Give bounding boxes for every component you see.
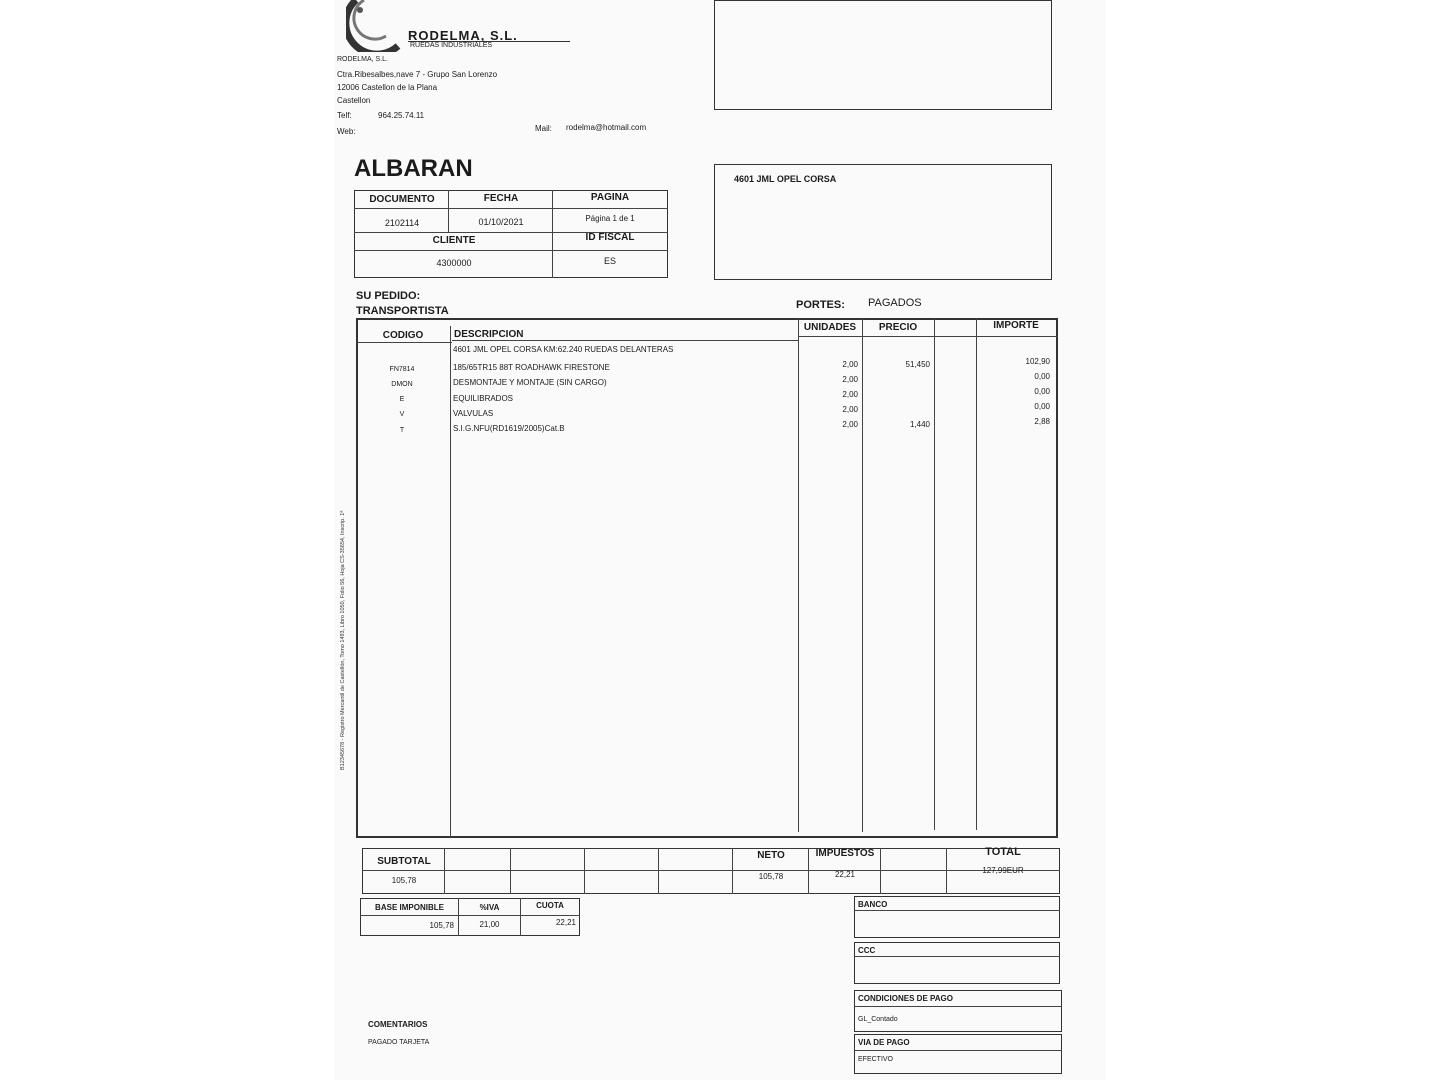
comentarios-label: COMENTARIOS	[368, 1020, 428, 1029]
lines-title-row: 4601 JML OPEL CORSA KM:62.240 RUEDAS DELANTERAS	[453, 345, 674, 354]
comentarios-value: PAGADO TARJETA	[368, 1039, 430, 1046]
line-importe: 0,00	[1034, 387, 1050, 396]
line-codigo: E	[399, 396, 405, 403]
totals-table-divider	[732, 848, 733, 894]
lines-table-col-divider	[862, 318, 863, 832]
ccc-box-divider	[854, 956, 1060, 957]
impuestos-label: IMPUESTOS	[815, 848, 875, 859]
line-unidades: 2,00	[842, 390, 858, 399]
line-precio: 1,440	[909, 420, 930, 429]
totals-table-divider	[584, 848, 585, 894]
base-imponible-label: BASE IMPONIBLE	[375, 903, 444, 912]
pagina-value: Página 1 de 1	[585, 214, 635, 223]
banco-box-divider	[854, 910, 1060, 911]
lines-table-header-divider	[452, 340, 798, 341]
lines-table-col-divider	[450, 326, 451, 838]
totals-table-divider	[808, 848, 809, 894]
line-descripcion: S.I.G.NFU(RD1619/2005)Cat.B	[453, 424, 565, 433]
line-codigo: FN7814	[389, 366, 415, 373]
via-pago-box-divider	[854, 1050, 1062, 1051]
line-descripcion: EQUILIBRADOS	[453, 394, 514, 403]
address-box-top	[714, 0, 1052, 110]
cuota-value: 22,21	[555, 918, 576, 927]
header-table-divider	[552, 190, 553, 278]
subtotal-label: SUBTOTAL	[377, 856, 431, 867]
ccc-label: CCC	[858, 946, 876, 955]
fecha-value: 01/10/2021	[478, 217, 524, 227]
condiciones-value: GL_Contado	[858, 1016, 898, 1023]
company-logo-icon	[346, 0, 406, 52]
subtotal-value: 105,78	[391, 876, 417, 885]
document-title: ALBARAN	[354, 155, 473, 182]
line-unidades: 2,00	[842, 405, 858, 414]
line-unidades: 2,00	[842, 420, 858, 429]
line-codigo: T	[399, 427, 405, 434]
lines-table-col-divider	[976, 318, 977, 830]
tax-table-divider	[360, 915, 580, 916]
condiciones-box-divider	[854, 1006, 1062, 1007]
line-descripcion: VALVULAS	[453, 409, 494, 418]
cliente-value: 4300000	[436, 258, 472, 268]
cuota-label: CUOTA	[536, 901, 564, 910]
company-tel-value: 964.25.74.11	[378, 111, 425, 120]
line-unidades: 2,00	[842, 360, 858, 369]
company-mail-value: rodelma@hotmail.com	[566, 123, 647, 132]
line-codigo: DMON	[391, 381, 413, 388]
header-table-divider	[354, 250, 668, 251]
company-address-line3: Castellon	[337, 96, 371, 105]
company-address-line1: Ctra.Ribesalbes,nave 7 - Grupo San Lorenzo	[337, 70, 498, 79]
iva-label: %IVA	[479, 903, 500, 912]
portes-value: PAGADOS	[868, 297, 922, 309]
col-precio-header: PRECIO	[878, 322, 918, 333]
fecha-label: FECHA	[483, 193, 519, 204]
total-value: 127,99EUR	[982, 866, 1024, 875]
su-pedido-label: SU PEDIDO:	[356, 290, 421, 302]
idfiscal-value: ES	[603, 256, 616, 266]
line-codigo: V	[399, 411, 405, 418]
ccc-box	[854, 942, 1060, 984]
neto-label: NETO	[757, 850, 785, 861]
iva-value: 21,00	[479, 920, 500, 929]
documento-label: DOCUMENTO	[369, 194, 435, 205]
side-registry-text: B12345678 - Registro Mercantil de Castellón, Tomo 1493, Libro 1050, Folio 56, Hoja CS-35654, Inscrip. 1ª	[340, 510, 346, 770]
col-unidades-header: UNIDADES	[803, 322, 857, 333]
company-tel-label: Telf:	[337, 111, 352, 120]
via-pago-value: EFECTIVO	[858, 1056, 894, 1063]
line-importe: 0,00	[1034, 372, 1050, 381]
totals-table-divider	[444, 848, 445, 894]
lines-table-header-divider	[798, 336, 1058, 337]
lines-table-col-divider	[798, 318, 799, 832]
col-descripcion-header: DESCRIPCION	[454, 329, 524, 340]
idfiscal-label: ID FISCAL	[585, 232, 635, 243]
line-descripcion: DESMONTAJE Y MONTAJE (SIN CARGO)	[453, 378, 607, 387]
line-importe: 102,90	[1025, 357, 1050, 366]
totals-table-divider	[658, 848, 659, 894]
pagina-label: PAGINA	[590, 192, 630, 203]
recipient-text: 4601 JML OPEL CORSA	[734, 174, 837, 184]
company-name: RODELMA, S.L.	[337, 56, 388, 63]
via-pago-label: VIA DE PAGO	[858, 1038, 910, 1047]
line-precio: 51,450	[905, 360, 930, 369]
line-descripcion: 185/65TR15 88T ROADHAWK FIRESTONE	[453, 363, 610, 372]
col-codigo-header: CODIGO	[382, 330, 424, 341]
line-importe: 2,88	[1034, 417, 1050, 426]
total-label: TOTAL	[985, 846, 1021, 858]
neto-value: 105,78	[758, 872, 784, 881]
lines-table-header-divider	[356, 342, 452, 343]
transportista-label: TRANSPORTISTA	[356, 305, 449, 317]
base-imponible-value: 105,78	[429, 921, 454, 930]
condiciones-label: CONDICIONES DE PAGO	[858, 994, 953, 1003]
header-table-divider	[448, 190, 449, 232]
totals-table-divider	[946, 848, 947, 894]
portes-label: PORTES:	[796, 299, 845, 311]
documento-value: 2102114	[384, 218, 420, 228]
totals-table-divider	[510, 848, 511, 894]
company-mail-label: Mail:	[535, 124, 552, 133]
logo-subtitle: RUEDAS INDUSTRIALES	[410, 42, 493, 49]
logo-name: RODELMA, S.L.	[408, 28, 518, 43]
cliente-label: CLIENTE	[432, 235, 476, 246]
header-table-divider	[354, 208, 668, 209]
company-address-line2: 12006 Castellon de la Plana	[337, 83, 438, 92]
totals-table-divider	[880, 848, 881, 894]
line-unidades: 2,00	[842, 375, 858, 384]
line-importe: 0,00	[1034, 402, 1050, 411]
col-importe-header: IMPORTE	[993, 320, 1039, 331]
company-web-label: Web:	[337, 127, 356, 136]
banco-label: BANCO	[858, 900, 888, 909]
lines-table-col-divider	[934, 318, 935, 830]
impuestos-value: 22,21	[834, 870, 856, 879]
